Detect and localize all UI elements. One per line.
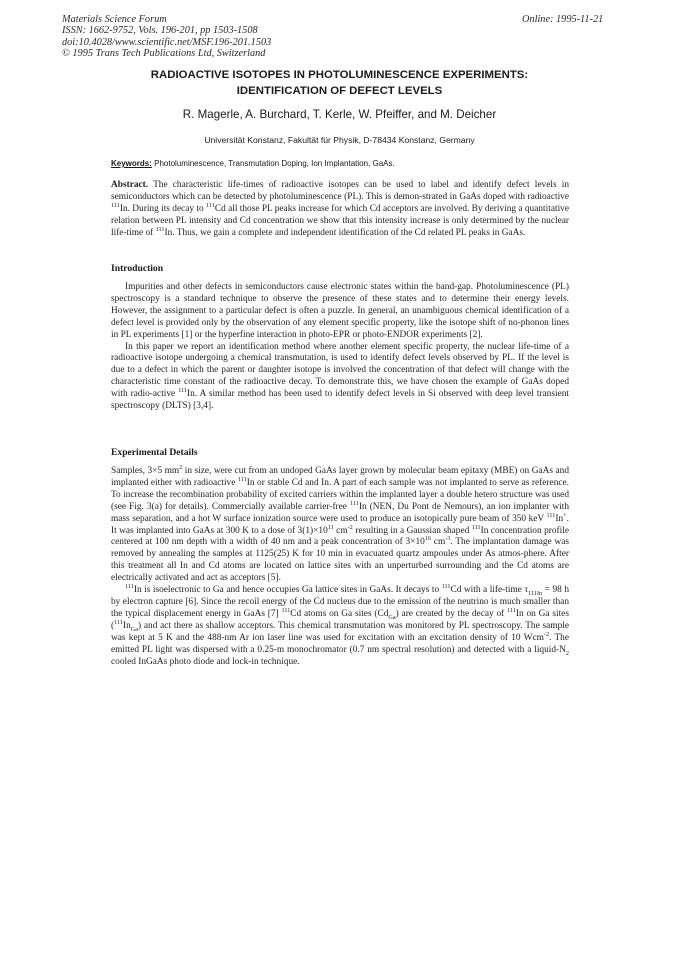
mass-number: 111 <box>507 606 516 614</box>
text-run: = 98 h by electron capture [6]. Since the recoil energy of the Cd nucleus due to the emission of the neutrino is much smaller than the typical displacement energy in GaAs [7] <box>111 585 569 619</box>
paragraph <box>111 342 569 413</box>
affiliation: Universität Konstanz, Fakultät für Physik, D-78434 Konstanz, Germany <box>204 135 475 145</box>
text-run: In. A similar method has been used to identify defect levels in Si observed with deep level transient spectroscopy (DLTS) [3,4]. <box>111 389 569 412</box>
text-run: In is isoelectronic to Ga and hence occupies Ga lattice sites in GaAs. It decays to <box>133 585 440 596</box>
subscript: Ga <box>388 613 396 621</box>
text-run: cm <box>336 525 348 536</box>
mass-number: 111 <box>178 387 188 395</box>
mass-number: 111 <box>237 475 247 483</box>
experimental-body <box>111 463 570 668</box>
text-run: In this paper we report an identification method where another element specific property, the nuclear life-time of a radioactive isotope undergoing a chemical transmutation, is used to identify defect levels observed by PL. If the level is due to a defect in which the parent or daughter isotope is involved the concentration of that defect will change with the characteristic time constant of the radioactive decay. To demonstrate this, we have chosen the example of GaAs doped with radio-active <box>111 341 569 400</box>
superscript: -2 <box>543 630 550 638</box>
keywords-text: Photoluminescence, Transmutation Doping, Ion Implantation, GaAs. <box>154 159 395 168</box>
superscript: -3 <box>445 535 451 543</box>
text-run: in size, were cut from an undoped GaAs layer grown by molecular beam epitaxy (MBE) on GaAs and implanted either with radioactive <box>111 466 570 488</box>
abstract-text: In. Thus, we gain a complete and independent identification of the Cd related PL peaks in GaAs. <box>164 227 526 238</box>
mass-number: 111 <box>441 582 451 590</box>
issn-line: ISSN: 1662-9752, Vols. 196-201, pp 1503-1508 <box>62 25 258 37</box>
text-run: . It was implanted into GaAs at 300 K to a dose of 3(1)×10 <box>111 513 569 536</box>
superscript: 11 <box>327 523 334 531</box>
mass-number: 111 <box>471 523 481 531</box>
superscript: -2 <box>347 523 353 531</box>
text-run: . The emitted PL light was dispersed with a 0.25-m monochromator (0.7 nm spectral resolution) and detected with a liquid-N <box>111 632 569 655</box>
mass-number: 111 <box>114 618 123 626</box>
text-run: Samples, 3×5 mm <box>111 466 180 476</box>
text-run: In <box>122 620 131 631</box>
mass-number: 111 <box>281 606 291 614</box>
mass-number: 111 <box>206 201 215 209</box>
abstract-text: The characteristic life-times of radioactive isotopes can be used to label and identify defect levels in semiconductors which can be detected by photoluminescence (PL). This is demon-strated in GaAs doped with radioactive <box>111 180 569 202</box>
text-run: Cd with a life-time τ <box>450 585 529 596</box>
text-run: In (NEN, Du Pont de Nemours), an ion implanter with mass separation, and a hot W surface ionization source were used to produce an isotopically pure beam of 350 keV <box>111 501 569 524</box>
superscript: 16 <box>424 535 432 543</box>
text-run: ) are created by the decay of <box>395 608 505 619</box>
introduction-body <box>111 282 569 413</box>
text-run: . The implantation damage was removed by annealing the samples at 1125(25) K for 10 min in evacuated quartz ampoules under As atmos-phere. After this treatment all In and Cd atoms are located on lattice sites with an unperturbed surrounding and the Cd atoms are electrically activated and act as acceptors [5]. <box>111 537 569 584</box>
superscript: 2 <box>179 463 183 471</box>
paragraph <box>111 463 570 585</box>
paragraph: Impurities and other defects in semiconductors cause electronic states within the band-gap. Photoluminescence (PL) spectroscopy is a standard technique to observe the presence of these states and to determine their energy levels. However, the assignment to a particular defect is often a puzzle. In general, an unambiguous chemical identification of a defect level is provided only by the observation of any element specific property, like the isotope shift of no-phonon lines in PL experiments [1] or the hyperfine interaction in photo-EPR or photo-ENDOR experiments [2]. <box>111 282 569 340</box>
paper-title <box>62 67 617 99</box>
text-run: cm <box>433 537 446 548</box>
keywords-label: Keywords: <box>111 159 152 168</box>
paragraph <box>111 582 569 668</box>
text-run: ) and act there as shallow acceptors. This chemical transmutation was monitored by PL spectroscopy. The sample was kept at 5 K and the 488-nm Ar ion laser line was used for excitation with an excitation density of 10 Wcm <box>111 620 569 643</box>
mass-number: 111 <box>350 499 359 507</box>
mass-number: 111 <box>111 201 120 209</box>
text-run: In on Ga sites ( <box>111 608 569 631</box>
text-run: In concentration profile centered at 100 nm depth with a width of 40 nm and a peak concentration of 3×10 <box>111 525 570 548</box>
abstract-text: In. During its decay to <box>119 203 204 214</box>
text-run: In <box>555 513 564 524</box>
superscript: + <box>563 511 567 519</box>
title-line-1: RADIOACTIVE ISOTOPES IN PHOTOLUMINESCENCE EXPERIMENTS: <box>150 69 529 81</box>
text-run: Cd atoms on Ga sites (Cd <box>290 608 389 619</box>
abstract-label: Abstract. <box>111 180 149 190</box>
subscript: 2 <box>565 649 569 657</box>
text-run: resulting in a Gaussian shaped <box>355 525 470 536</box>
subscript: 111In <box>528 589 543 597</box>
abstract-text: Cd all those PL peaks increase for which Cd acceptors are involved. By deriving a quantitative relation between PL intensity and Cd concentration we show that this intensity increase is only determined by the nuclear life-time of <box>111 203 569 238</box>
text-run: In or stable Cd and In. A part of each sample was not implanted to serve as reference. To increase the recombination probability of excited carriers within the implanted layer a double hetero structure was used (see Fig. 3(a) for details). Commercially available carrier-free <box>111 477 569 512</box>
doi-line: doi:10.4028/www.scientific.net/MSF.196-201.1503 <box>62 36 272 48</box>
mass-number: 111 <box>125 582 134 590</box>
online-date: Online: 1995-11-21 <box>522 14 604 25</box>
author-list: R. Magerle, A. Burchard, T. Kerle, W. Pfeiffer, and M. Deicher <box>182 108 497 121</box>
introduction-heading: Introduction <box>111 263 164 274</box>
mass-number: 111 <box>155 225 165 233</box>
title-line-2: IDENTIFICATION OF DEFECT LEVELS <box>236 85 443 97</box>
experimental-heading: Experimental Details <box>111 447 198 458</box>
subscript: Ga <box>130 625 138 633</box>
text-run: cooled InGaAs photo diode and lock-in technique. <box>111 656 300 667</box>
journal-name: Materials Science Forum <box>62 14 167 25</box>
copyright-line: © 1995 Trans Tech Publications Ltd, Switzerland <box>62 47 266 59</box>
keywords-line <box>111 159 571 168</box>
abstract <box>111 180 569 240</box>
mass-number: 111 <box>546 511 556 519</box>
